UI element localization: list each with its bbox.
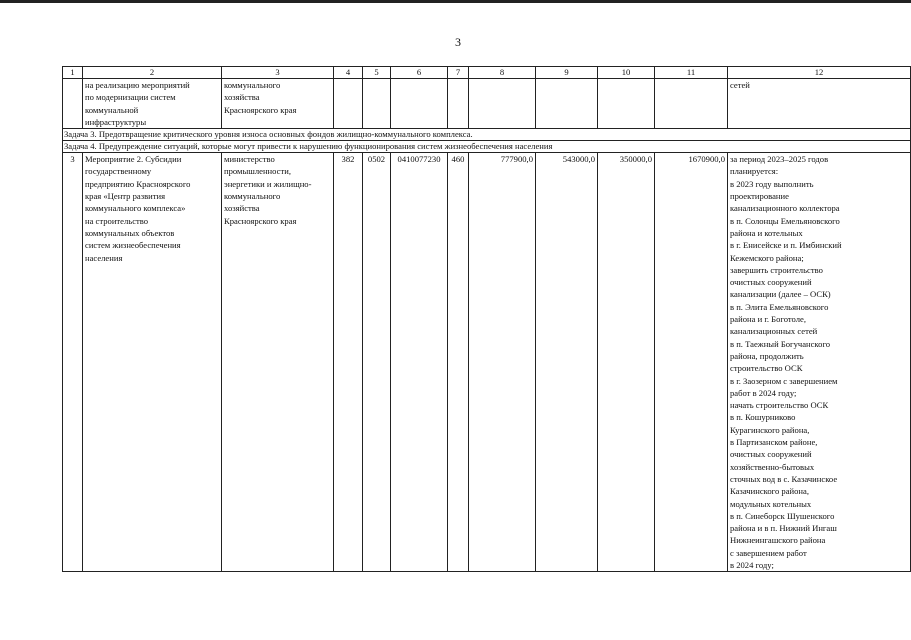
text-line: предприятию Красноярского xyxy=(85,178,191,189)
grbs-code-cell: 382 xyxy=(334,153,363,572)
text-line: района, продолжить xyxy=(730,350,804,361)
header-cell: 8 xyxy=(469,67,536,79)
text-line: строительство ОСК xyxy=(730,363,803,374)
row-number-cell xyxy=(63,79,83,129)
rzpr-code-cell: 0502 xyxy=(363,153,391,572)
text-line: с завершением работ xyxy=(730,547,807,558)
text-line: в п. Элита Емельяновского xyxy=(730,301,829,312)
header-cell: 9 xyxy=(536,67,598,79)
header-cell: 2 xyxy=(83,67,222,79)
header-cell: 1 xyxy=(63,67,83,79)
text-line: работ в 2024 году; xyxy=(730,387,797,398)
text-line: в п. Кошурниково xyxy=(730,412,796,423)
text-line: района и котельных xyxy=(730,227,803,238)
text-line: энергетики и жилищно- xyxy=(224,178,312,189)
text-line: коммунального комплекса» xyxy=(85,203,186,214)
header-cell: 10 xyxy=(598,67,655,79)
amount-2024-cell: 543000,0 xyxy=(536,153,598,572)
header-cell: 5 xyxy=(363,67,391,79)
program-table xyxy=(62,66,911,572)
text-line: в г. Енисейске и п. Имбинский xyxy=(730,240,842,251)
task-3-text: Задача 3. Предотвращение критического уровня износа основных фондов жилищно-коммунального комплекса. xyxy=(63,129,911,141)
executor-cell xyxy=(222,79,334,129)
header-cell: 6 xyxy=(391,67,448,79)
text-line: хозяйства xyxy=(224,92,260,103)
text-line: очистных сооружений xyxy=(730,277,812,288)
text-line: завершить строительство xyxy=(730,264,823,275)
continuation-row xyxy=(63,79,911,129)
text-line: населения xyxy=(85,252,123,263)
header-cell: 7 xyxy=(448,67,469,79)
task-4-text: Задача 4. Предупреждение ситуаций, которые могут привести к нарушению функционирования систем жизнеобеспечения населения xyxy=(63,141,911,153)
text-line: модульных котельных xyxy=(730,498,812,509)
empty-cell xyxy=(363,79,391,129)
measure-name-cell xyxy=(83,79,222,129)
text-line: систем жизнеобеспечения xyxy=(85,240,181,251)
top-border-line xyxy=(0,0,911,3)
csr-code-cell: 0410077230 xyxy=(391,153,448,572)
text-line: района и г. Боготоле, xyxy=(730,314,806,325)
text-line: Красноярского края xyxy=(224,215,297,226)
text-line: района и в п. Нижний Ингаш xyxy=(730,523,837,534)
text-line: в п. Синеборск Шушенского xyxy=(730,510,835,521)
task-3-row xyxy=(63,129,911,141)
amount-2023-cell: 777900,0 xyxy=(469,153,536,572)
text-line: на реализацию мероприятий xyxy=(85,80,190,90)
expected-result-cell: сетей xyxy=(728,79,911,129)
text-line: за период 2023–2025 годов xyxy=(730,154,829,165)
empty-cell xyxy=(391,79,448,129)
executor-cell xyxy=(222,153,334,572)
text-line: в 2023 году выполнить xyxy=(730,178,814,189)
text-line: в п. Солонцы Емельяновского xyxy=(730,215,840,226)
vr-code-cell: 460 xyxy=(448,153,469,572)
text-line: канализационного коллектора xyxy=(730,203,840,214)
empty-cell xyxy=(655,79,728,129)
amount-total-cell: 1670900,0 xyxy=(655,153,728,572)
text-line: в 2024 году; xyxy=(730,559,774,570)
task-4-row xyxy=(63,141,911,153)
text-line: Кежемского района; xyxy=(730,252,804,263)
text-line: края «Центр развития xyxy=(85,191,166,202)
header-cell: 11 xyxy=(655,67,728,79)
text-line: коммунальной xyxy=(85,104,139,115)
expected-result-cell xyxy=(728,153,911,572)
text-line: канализационных сетей xyxy=(730,326,818,337)
text-line: Мероприятие 2. Субсидии xyxy=(85,154,182,165)
row-number-cell: 3 xyxy=(63,153,83,572)
text-line: Казачинского района, xyxy=(730,486,809,497)
text-line: начать строительство ОСК xyxy=(730,400,829,411)
text-line: коммунального xyxy=(224,191,281,202)
amount-2025-cell: 350000,0 xyxy=(598,153,655,572)
text-line: в Партизанском районе, xyxy=(730,437,818,448)
empty-cell xyxy=(448,79,469,129)
column-number-row xyxy=(63,67,911,79)
text-line: хозяйства xyxy=(224,203,260,214)
text-line: канализации (далее – ОСК) xyxy=(730,289,831,300)
text-line: Нижнеингашского района xyxy=(730,535,826,546)
text-line: хозяйственно-бытовых xyxy=(730,461,815,472)
text-line: промышленности, xyxy=(224,166,291,177)
text-line: планируется: xyxy=(730,166,779,177)
measure-name-cell xyxy=(83,153,222,572)
empty-cell xyxy=(598,79,655,129)
page-number: 3 xyxy=(455,35,461,49)
text-line: на строительство xyxy=(85,215,149,226)
measure-row-3 xyxy=(63,153,911,572)
text-line: коммунальных объектов xyxy=(85,227,175,238)
text-line: сточных вод в с. Казачинское xyxy=(730,473,838,484)
text-line: Красноярского края xyxy=(224,104,297,115)
header-cell: 12 xyxy=(728,67,911,79)
empty-cell xyxy=(469,79,536,129)
header-cell: 4 xyxy=(334,67,363,79)
header-cell: 3 xyxy=(222,67,334,79)
text-line: коммунального xyxy=(224,80,281,90)
text-line: государственному xyxy=(85,166,152,177)
text-line: проектирование xyxy=(730,191,789,202)
text-line: Курагинского района, xyxy=(730,424,810,435)
text-line: инфраструктуры xyxy=(85,116,147,127)
empty-cell xyxy=(536,79,598,129)
text-line: по модернизации систем xyxy=(85,92,176,103)
empty-cell xyxy=(334,79,363,129)
text-line: в п. Таежный Богучанского xyxy=(730,338,831,349)
text-line: очистных сооружений xyxy=(730,449,812,460)
text-line: в г. Заозерном с завершением xyxy=(730,375,838,386)
text-line: министерство xyxy=(224,154,275,165)
